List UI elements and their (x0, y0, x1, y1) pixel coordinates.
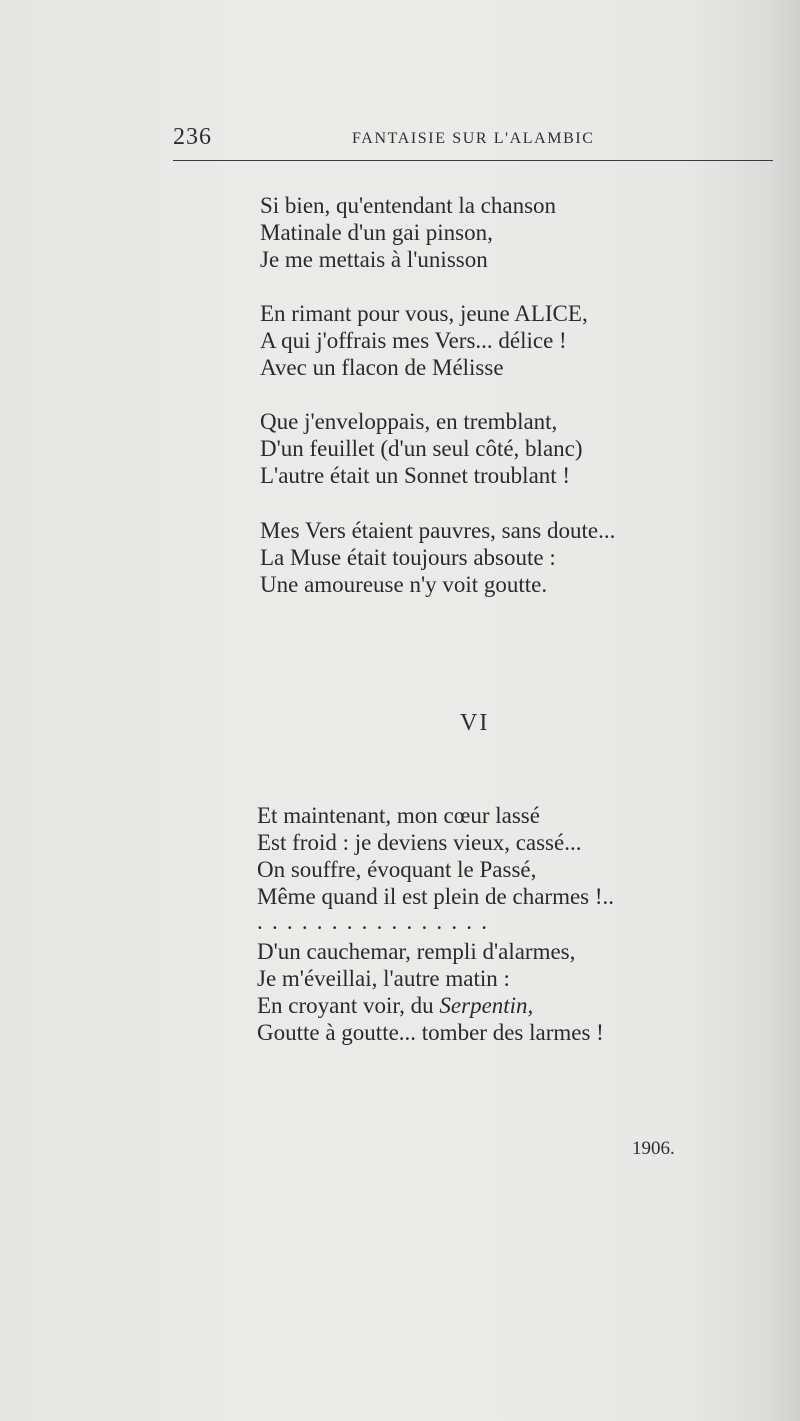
verse-line: Même quand il est plein de charmes !.. (257, 884, 615, 909)
verse-line: L'autre était un Sonnet troublant ! (260, 463, 571, 488)
verse-line: Je m'éveillai, l'autre matin : (257, 966, 510, 991)
header-rule (173, 160, 773, 161)
section-numeral: VI (460, 710, 490, 736)
stanza-4 (260, 517, 740, 598)
verse-line: Je me mettais à l'unisson (260, 247, 488, 272)
verse-line: A qui j'offrais mes Vers... délice ! (260, 328, 567, 353)
page-number: 236 (173, 124, 212, 150)
stanza-5 (257, 802, 737, 934)
ellipsis-row: ................ (257, 909, 497, 934)
stanza-2 (260, 300, 740, 381)
verse-line-text: En croyant voir, du (257, 993, 440, 1018)
verse-line: Mes Vers étaient pauvres, sans doute... (260, 518, 616, 543)
verse-line: Si bien, qu'entendant la chanson (260, 193, 557, 218)
verse-line: Goutte à goutte... tomber des larmes ! (257, 1020, 604, 1045)
running-head: FANTAISIE SUR L'ALAMBIC (352, 130, 595, 147)
italic-word: Serpentin, (439, 993, 534, 1018)
verse-line: Est froid : je deviens vieux, cassé... (257, 830, 582, 855)
verse-line: Et maintenant, mon cœur lassé (257, 803, 540, 828)
verse-line: Une amoureuse n'y voit goutte. (260, 572, 548, 597)
verse-line: La Muse était toujours absoute : (260, 545, 556, 570)
stanza-1 (260, 192, 740, 273)
verse-line: D'un feuillet (d'un seul côté, blanc) (260, 436, 583, 461)
verse-line: On souffre, évoquant le Passé, (257, 857, 537, 882)
verse-line: Matinale d'un gai pinson, (260, 220, 493, 245)
verse-line: Avec un flacon de Mélisse (260, 355, 504, 380)
stanza-6 (257, 938, 737, 1046)
verse-line: D'un cauchemar, rempli d'alarmes, (257, 939, 576, 964)
verse-line: Que j'enveloppais, en tremblant, (260, 409, 558, 434)
date: 1906. (632, 1138, 675, 1159)
verse-line (257, 992, 737, 1019)
stanza-3 (260, 408, 740, 489)
verse-line: En rimant pour vous, jeune ALICE, (260, 301, 588, 326)
